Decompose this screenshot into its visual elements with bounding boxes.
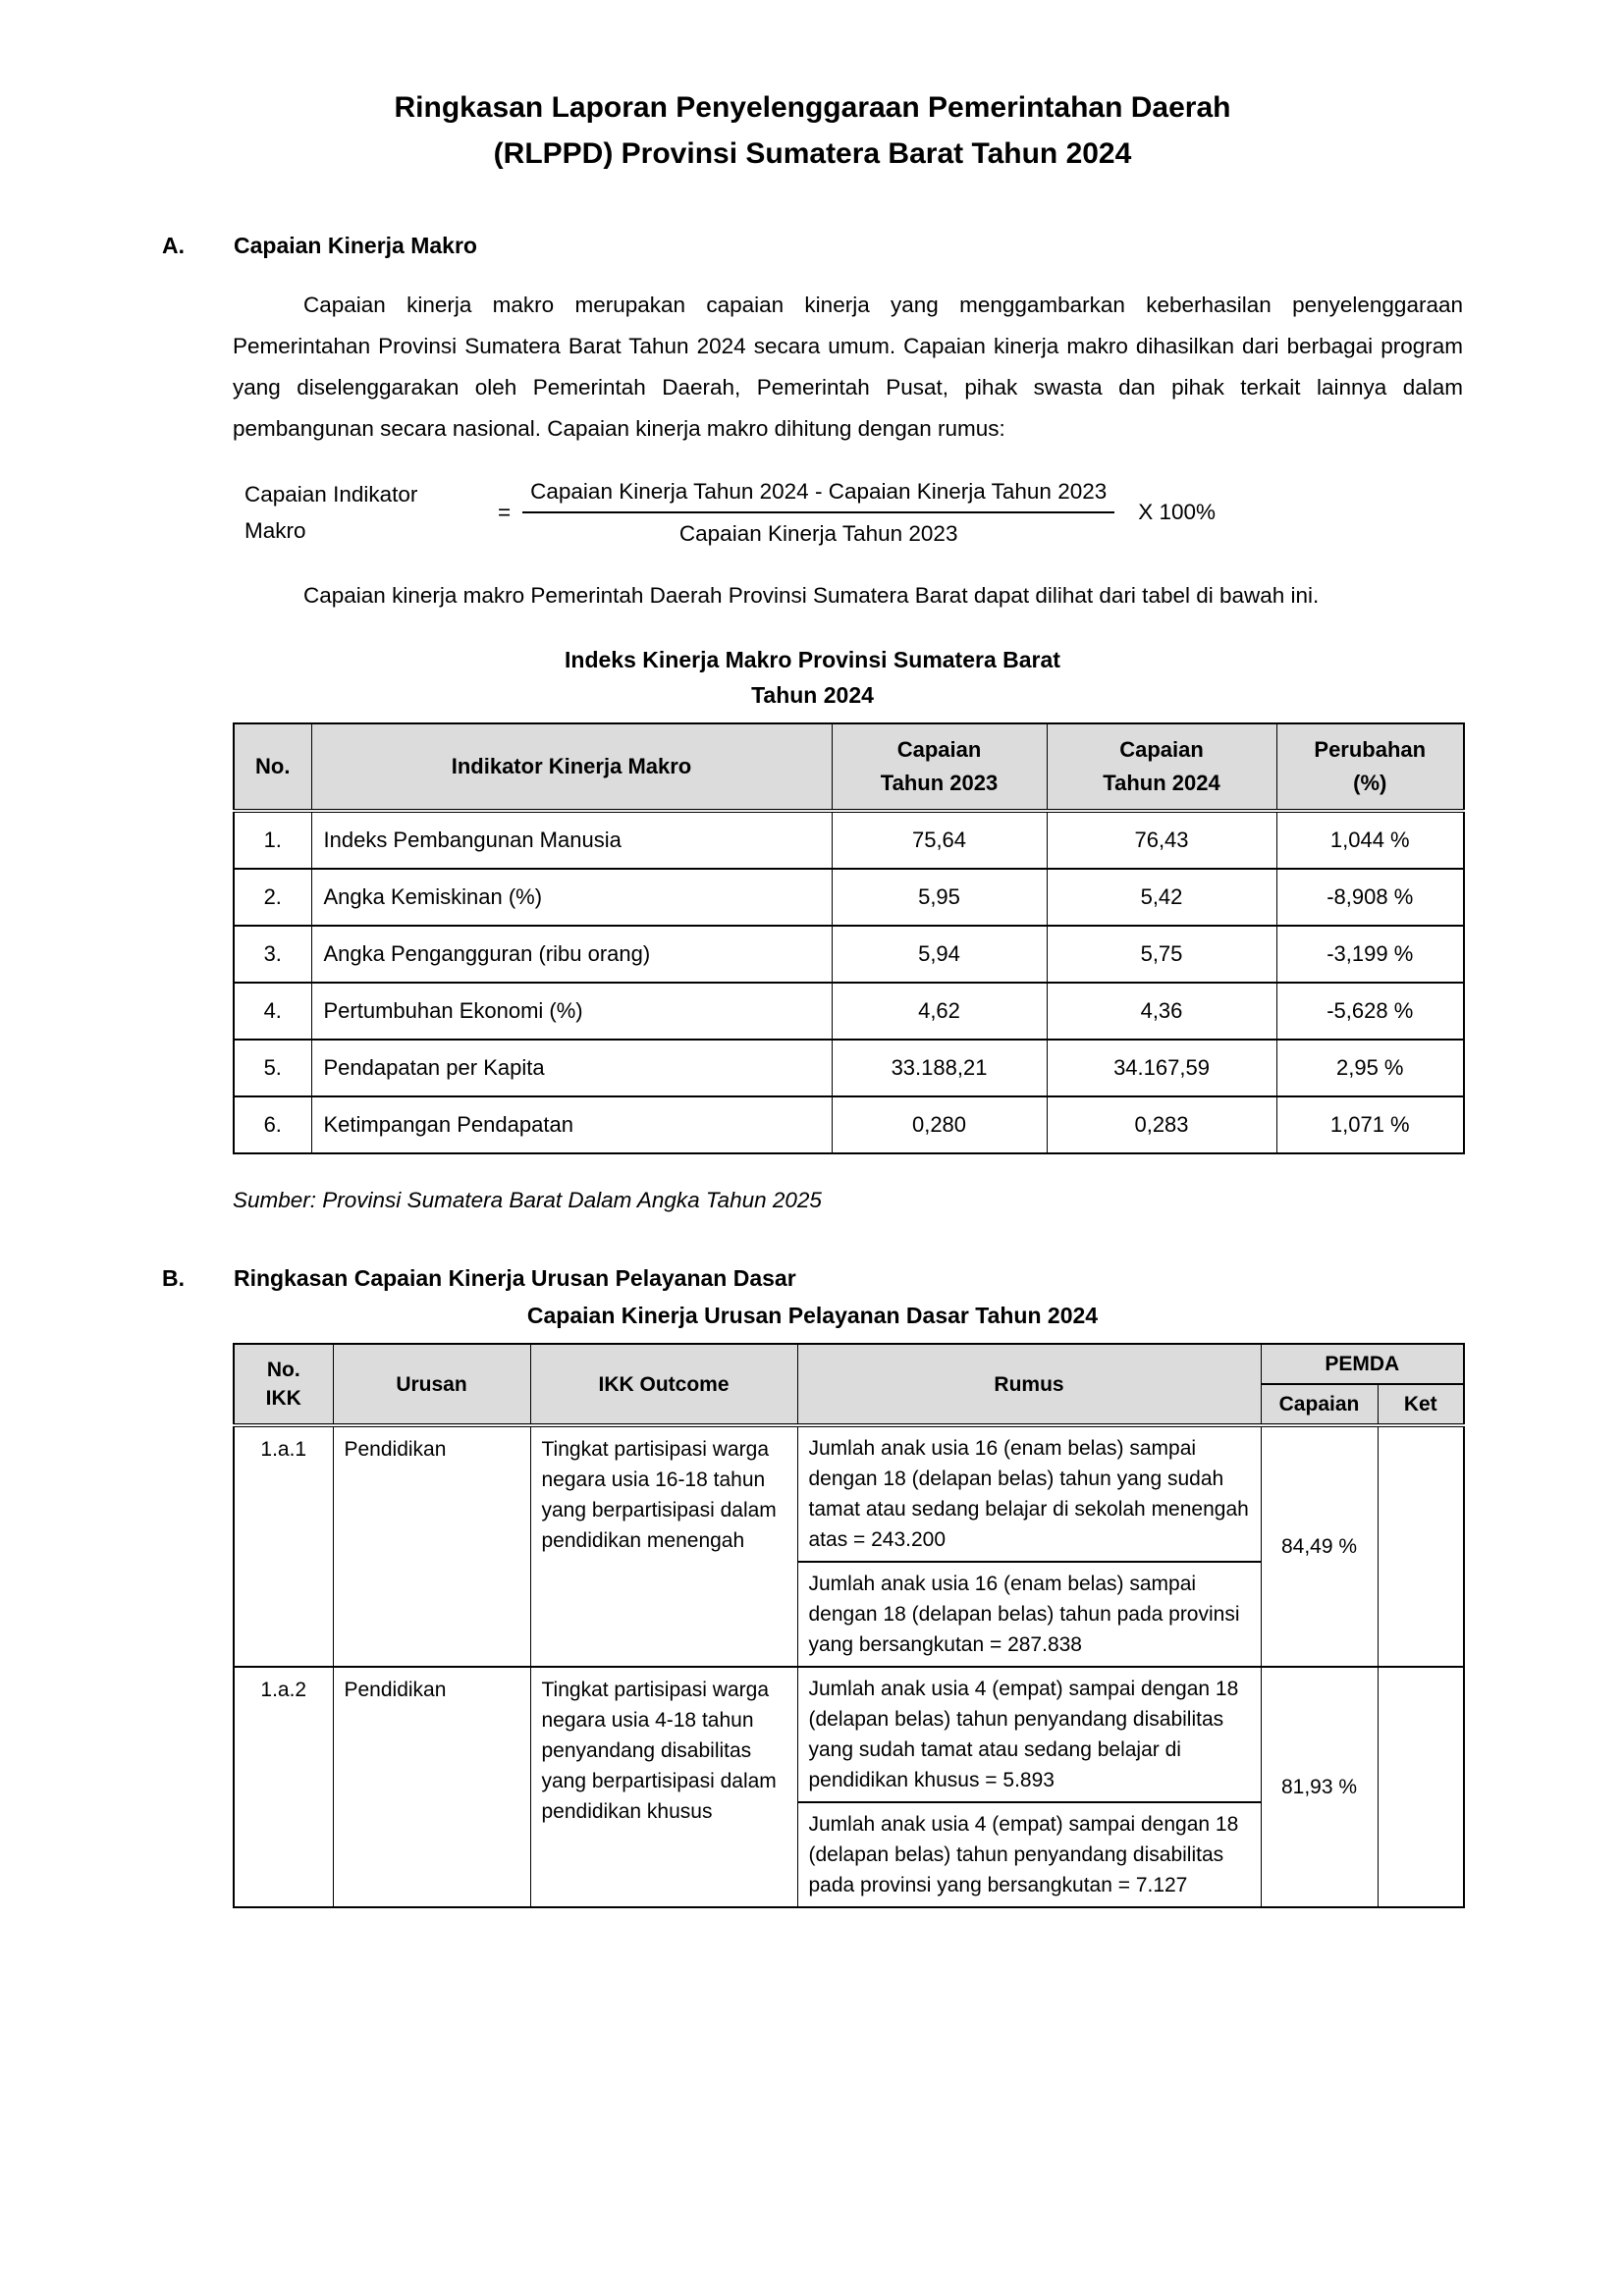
header-no-ikk-line-1: No. xyxy=(266,1359,300,1381)
makro-table-title xyxy=(162,642,1463,713)
header-no-ikk xyxy=(234,1344,333,1425)
formula-label-line-1: Capaian Indikator xyxy=(244,482,418,507)
section-b-heading xyxy=(162,1262,1463,1294)
table-row xyxy=(234,1667,1464,1907)
section-a-heading xyxy=(162,230,1463,261)
document-title-line-2: (RLPPD) Provinsi Sumatera Barat Tahun 2024 xyxy=(493,137,1132,170)
cell-2023: 4,62 xyxy=(832,983,1047,1040)
rumus-denominator: Jumlah anak usia 4 (empat) sampai dengan 18 (delapan belas) tahun penyandang disabilitas pada provinsi yang bersangkutan = 7.127 xyxy=(808,1813,1239,1896)
cell-ket xyxy=(1378,1425,1464,1667)
cell-indicator: Pendapatan per Kapita xyxy=(311,1040,832,1096)
macro-formula xyxy=(244,473,1463,552)
cell-change: -8,908 % xyxy=(1276,869,1464,926)
section-a-label: A. xyxy=(162,233,185,258)
rumus-numerator: Jumlah anak usia 4 (empat) sampai dengan 18 (delapan belas) tahun penyandang disabilitas yang sudah tamat atau sedang belajar di pendidikan khusus = 5.893 xyxy=(798,1668,1261,1803)
header-indikator-text: Indikator Kinerja Makro xyxy=(451,754,692,778)
header-pemda: PEMDA xyxy=(1261,1344,1464,1384)
cell-outcome: Tingkat partisipasi warga negara usia 16-18 tahun yang berpartisipasi dalam pendidikan menengah xyxy=(530,1425,797,1667)
header-capaian-2023-line-1: Capaian xyxy=(896,737,982,762)
cell-2024: 0,283 xyxy=(1047,1096,1276,1153)
cell-no-ikk: 1.a.1 xyxy=(234,1425,333,1667)
cell-2024: 5,75 xyxy=(1047,926,1276,983)
cell-change: -5,628 % xyxy=(1276,983,1464,1040)
header-capaian-2024 xyxy=(1047,723,1276,811)
cell-change: 2,95 % xyxy=(1276,1040,1464,1096)
table-row xyxy=(234,869,1464,926)
section-a-title: Capaian Kinerja Makro xyxy=(234,233,477,258)
table-reference-paragraph: Capaian kinerja makro Pemerintah Daerah Provinsi Sumatera Barat dapat dilihat dari tabel di bawah ini. xyxy=(303,583,1320,608)
cell-2024: 34.167,59 xyxy=(1047,1040,1276,1096)
section-b-label: B. xyxy=(162,1265,185,1291)
makro-table-title-line-1: Indeks Kinerja Makro Provinsi Sumatera Barat xyxy=(565,647,1060,672)
intro-paragraph: Capaian kinerja makro merupakan capaian kinerja yang menggambarkan keberhasilan penyelenggaraan Pemerintahan Provinsi Sumatera Barat Tahun 2024 secara umum. Capaian kinerja makro dihasilkan dari berbagai program yang diselenggarakan oleh Pemerintah Daerah, Pemerintah Pusat, pihak swasta dan pihak terkait lainnya dalam pembangunan secara nasional. Capaian kinerja makro dihitung dengan rumus: xyxy=(233,293,1463,441)
cell-2024: 76,43 xyxy=(1047,811,1276,869)
cell-capaian: 84,49 % xyxy=(1261,1425,1378,1667)
cell-2023: 5,94 xyxy=(832,926,1047,983)
cell-change: 1,071 % xyxy=(1276,1096,1464,1153)
cell-rumus xyxy=(797,1667,1261,1907)
cell-indicator: Indeks Pembangunan Manusia xyxy=(311,811,832,869)
header-urusan: Urusan xyxy=(333,1344,530,1425)
header-capaian-2023 xyxy=(832,723,1047,811)
header-capaian-2024-line-1: Capaian xyxy=(1119,737,1204,762)
table-row xyxy=(234,811,1464,869)
cell-2023: 33.188,21 xyxy=(832,1040,1047,1096)
header-ikk-outcome: IKK Outcome xyxy=(530,1344,797,1425)
cell-2023: 0,280 xyxy=(832,1096,1047,1153)
pelayanan-table xyxy=(233,1343,1465,1908)
cell-no: 2. xyxy=(234,869,311,926)
table-row xyxy=(234,1425,1464,1667)
makro-table xyxy=(233,722,1465,1154)
table-row xyxy=(234,1040,1464,1096)
cell-outcome: Tingkat partisipasi warga negara usia 4-18 tahun penyandang disabilitas yang berpartisipasi dalam pendidikan khusus xyxy=(530,1667,797,1907)
pelayanan-table-title: Capaian Kinerja Urusan Pelayanan Dasar Tahun 2024 xyxy=(526,1303,1099,1328)
section-b-title: Ringkasan Capaian Kinerja Urusan Pelayanan Dasar xyxy=(234,1265,796,1291)
cell-2024: 4,36 xyxy=(1047,983,1276,1040)
document-title xyxy=(162,84,1463,177)
header-ket: Ket xyxy=(1378,1384,1464,1425)
cell-ket xyxy=(1378,1667,1464,1907)
document-title-line-1: Ringkasan Laporan Penyelenggaraan Pemerintahan Daerah xyxy=(394,91,1231,124)
cell-indicator: Ketimpangan Pendapatan xyxy=(311,1096,832,1153)
cell-change: 1,044 % xyxy=(1276,811,1464,869)
header-no xyxy=(234,723,311,811)
cell-no: 3. xyxy=(234,926,311,983)
cell-urusan: Pendidikan xyxy=(333,1667,530,1907)
formula-multiplier: X 100% xyxy=(1138,500,1217,524)
table-row xyxy=(234,983,1464,1040)
cell-indicator: Angka Kemiskinan (%) xyxy=(311,869,832,926)
makro-table-header-row xyxy=(234,723,1464,811)
cell-no: 1. xyxy=(234,811,311,869)
cell-no: 4. xyxy=(234,983,311,1040)
cell-2024: 5,42 xyxy=(1047,869,1276,926)
table-row xyxy=(234,1096,1464,1153)
formula-label xyxy=(244,476,498,549)
cell-no: 6. xyxy=(234,1096,311,1153)
cell-capaian: 81,93 % xyxy=(1261,1667,1378,1907)
header-no-ikk-line-2: IKK xyxy=(265,1387,301,1410)
cell-change: -3,199 % xyxy=(1276,926,1464,983)
equals-sign: = xyxy=(498,500,512,524)
header-perubahan xyxy=(1276,723,1464,811)
cell-2023: 5,95 xyxy=(832,869,1047,926)
formula-numerator: Capaian Kinerja Tahun 2024 - Capaian Kinerja Tahun 2023 xyxy=(522,473,1114,513)
formula-fraction xyxy=(522,473,1114,552)
table-row xyxy=(234,926,1464,983)
cell-2023: 75,64 xyxy=(832,811,1047,869)
cell-no: 5. xyxy=(234,1040,311,1096)
rumus-denominator: Jumlah anak usia 16 (enam belas) sampai dengan 18 (delapan belas) tahun pada provinsi yang bersangkutan = 287.838 xyxy=(808,1573,1240,1656)
formula-denominator: Capaian Kinerja Tahun 2023 xyxy=(678,521,958,546)
header-perubahan-line-2: (%) xyxy=(1353,771,1387,795)
source-note: Sumber: Provinsi Sumatera Barat Dalam Angka Tahun 2025 xyxy=(233,1188,822,1212)
header-indikator xyxy=(311,723,832,811)
cell-urusan: Pendidikan xyxy=(333,1425,530,1667)
header-capaian-2023-line-2: Tahun 2023 xyxy=(880,771,999,795)
header-capaian: Capaian xyxy=(1261,1384,1378,1425)
header-no-text: No. xyxy=(255,754,291,778)
header-perubahan-line-1: Perubahan xyxy=(1314,737,1427,762)
header-rumus: Rumus xyxy=(797,1344,1261,1425)
cell-rumus xyxy=(797,1425,1261,1667)
formula-label-line-2: Makro xyxy=(244,518,306,543)
rumus-numerator: Jumlah anak usia 16 (enam belas) sampai dengan 18 (delapan belas) tahun yang sudah tamat atau sedang belajar di sekolah menengah atas = 243.200 xyxy=(798,1427,1261,1563)
header-capaian-2024-line-2: Tahun 2024 xyxy=(1103,771,1220,795)
cell-indicator: Angka Pengangguran (ribu orang) xyxy=(311,926,832,983)
cell-no-ikk: 1.a.2 xyxy=(234,1667,333,1907)
pelayanan-header-row-1 xyxy=(234,1344,1464,1384)
makro-table-title-line-2: Tahun 2024 xyxy=(751,682,874,708)
cell-indicator: Pertumbuhan Ekonomi (%) xyxy=(311,983,832,1040)
